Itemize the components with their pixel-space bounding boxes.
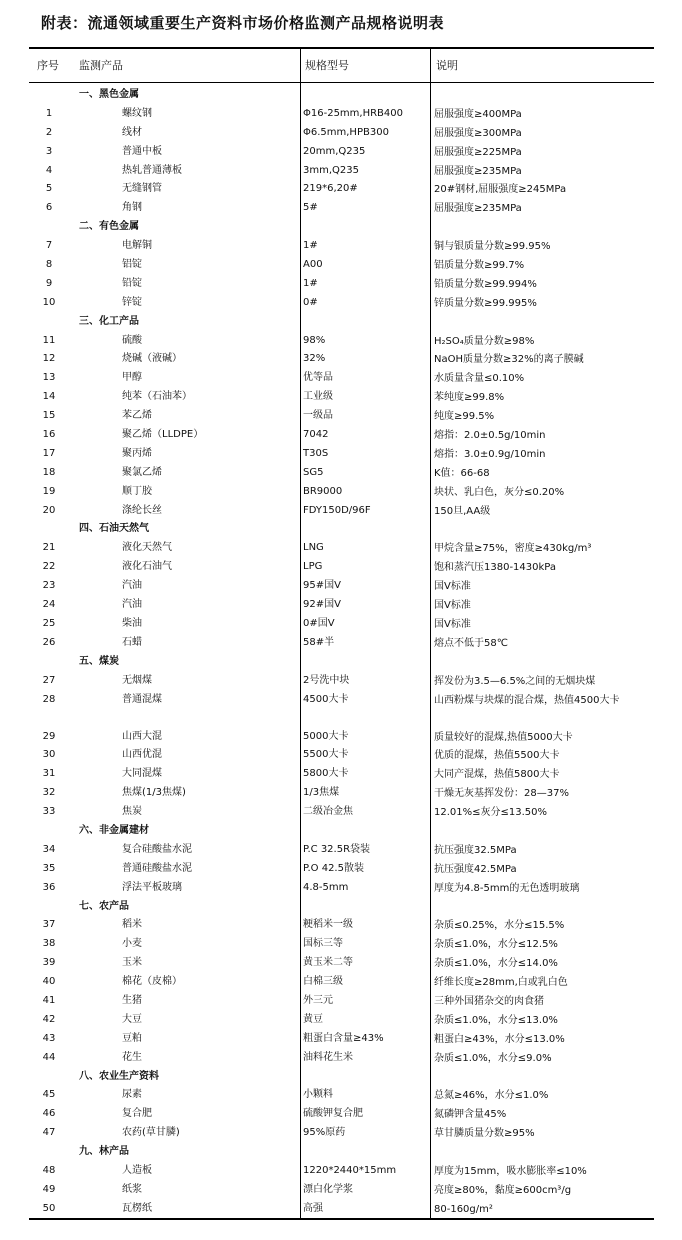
row-number: 10 (42, 296, 56, 308)
product-name: 顺丁胶 (122, 485, 152, 497)
section-title: 三、化工产品 (79, 315, 139, 327)
description-cell: 150旦,AA级 (434, 505, 491, 517)
row-number: 25 (42, 617, 56, 629)
spec-cell: 4.8-5mm (303, 881, 349, 893)
section-row (29, 653, 654, 672)
description-cell: 杂质≤1.0%，水分≤14.0% (434, 958, 558, 970)
row-number: 47 (42, 1127, 56, 1139)
table-row (29, 407, 654, 426)
spec-cell: 硫酸钾复合肥 (303, 1108, 363, 1120)
row-number: 22 (42, 561, 56, 573)
table-row (29, 162, 654, 181)
description-cell: 杂质≤1.0%，水分≤9.0% (434, 1052, 552, 1064)
row-number: 6 (45, 202, 53, 214)
row-number: 41 (42, 994, 56, 1006)
description-cell: 纤维长度≥28mm,白或乳白色 (434, 977, 568, 989)
product-name: 无烟煤 (122, 674, 152, 686)
spec-cell: 2号洗中块 (303, 674, 350, 686)
table-row (29, 502, 654, 521)
product-name: 玉米 (122, 957, 142, 969)
spec-cell: T30S (303, 447, 329, 459)
table-row (29, 746, 654, 765)
section-row (29, 520, 654, 539)
row-number: 18 (42, 466, 56, 478)
section-row (29, 1068, 654, 1087)
description-cell: 20#钢材,屈服强度≥245MPa (434, 184, 567, 196)
description-cell: 块状、乳白色，灰分≤0.20% (434, 486, 565, 498)
spec-cell: 小颗料 (303, 1089, 333, 1101)
product-name: 复合肥 (122, 1108, 152, 1120)
description-cell: 铅质量分数≥99.994% (434, 278, 537, 290)
spec-cell: 粳稻米一级 (303, 919, 353, 931)
row-number: 11 (42, 334, 56, 346)
spec-cell: 20mm,Q235 (303, 145, 366, 157)
table-row (29, 294, 654, 313)
description-cell: 纯度≥99.5% (434, 411, 495, 423)
spec-cell: 0#国Ⅴ (303, 617, 335, 629)
spec-cell: 219*6,20# (303, 183, 358, 195)
product-name: 农药(草甘膦) (122, 1127, 180, 1139)
table-row (29, 672, 654, 691)
product-name: 柴油 (122, 617, 142, 629)
section-title: 五、煤炭 (79, 655, 119, 667)
description-cell: 总氮≥46%，水分≤1.0% (434, 1090, 549, 1102)
row-number: 17 (42, 447, 56, 459)
product-name: 尿素 (122, 1089, 142, 1101)
row-number: 32 (42, 787, 56, 799)
spec-cell: 3mm,Q235 (303, 164, 359, 176)
row-number: 1 (45, 107, 53, 119)
spec-cell: 5500大卡 (303, 749, 349, 761)
table-row (29, 935, 654, 954)
product-name: 聚氯乙烯 (122, 466, 162, 478)
spec-cell: 黄豆 (303, 1013, 323, 1025)
row-number: 19 (42, 485, 56, 497)
product-name: 聚乙烯（LLDPE） (122, 429, 204, 441)
table-row (29, 1162, 654, 1181)
table-row (29, 728, 654, 747)
table-bottom-rule (29, 1218, 654, 1220)
spec-cell: 98% (303, 334, 326, 346)
product-name: 铝锭 (122, 259, 142, 271)
row-number: 2 (45, 126, 53, 138)
product-name: 液化石油气 (122, 561, 172, 573)
spec-cell: P.C 32.5R袋装 (303, 843, 371, 855)
row-number: 35 (42, 862, 56, 874)
spec-cell: 白棉三级 (303, 976, 343, 988)
table-row (29, 691, 654, 728)
header-no: 序号 (37, 59, 59, 72)
row-number: 30 (42, 749, 56, 761)
section-row (29, 1143, 654, 1162)
table-row (29, 105, 654, 124)
table-row (29, 388, 654, 407)
row-number: 15 (42, 410, 56, 422)
description-cell: 抗压强度32.5MPa (434, 844, 517, 856)
row-number: 20 (42, 504, 56, 516)
description-cell: 三种外国猪杂交的肉食猪 (434, 995, 544, 1007)
product-name: 山西大混 (122, 730, 162, 742)
spec-cell: 4500大卡 (303, 693, 349, 705)
product-name: 聚丙烯 (122, 447, 152, 459)
spec-cell: 58#半 (303, 636, 335, 648)
spec-cell: 1220*2440*15mm (303, 1164, 397, 1176)
product-name: 螺纹钢 (122, 107, 152, 119)
description-cell: 干燥无灰基挥发份：28—37% (434, 788, 569, 800)
spec-cell: 黄玉米二等 (303, 957, 353, 969)
row-number: 12 (42, 353, 56, 365)
table-row (29, 369, 654, 388)
product-name: 小麦 (122, 938, 142, 950)
table-row (29, 879, 654, 898)
row-number: 8 (45, 259, 53, 271)
description-cell: 杂质≤1.0%，水分≤12.5% (434, 939, 558, 951)
row-number: 26 (42, 636, 56, 648)
row-number: 49 (42, 1183, 56, 1195)
description-cell: 饱和蒸汽压1380-1430kPa (434, 562, 557, 574)
description-cell: 屈服强度≥235MPa (434, 203, 522, 215)
spec-cell: LNG (303, 542, 324, 554)
table-row (29, 256, 654, 275)
spec-cell: Φ16-25mm,HRB400 (303, 107, 404, 119)
section-title: 七、农产品 (79, 900, 129, 912)
description-cell: 12.01%≤灰分≤13.50% (434, 807, 548, 819)
row-number: 14 (42, 391, 56, 403)
table-row (29, 784, 654, 803)
row-number: 23 (42, 580, 56, 592)
table-row (29, 237, 654, 256)
product-name: 普通中板 (122, 145, 162, 157)
description-cell: 草甘膦质量分数≥95% (434, 1128, 535, 1140)
product-name: 大豆 (122, 1013, 142, 1025)
spec-cell: 1# (303, 277, 318, 289)
spec-cell: A00 (303, 259, 323, 271)
section-row (29, 822, 654, 841)
product-name: 普通混煤 (122, 693, 162, 705)
table-row (29, 180, 654, 199)
table-top-rule (29, 47, 654, 49)
row-number: 33 (42, 806, 56, 818)
spec-cell: 92#国Ⅴ (303, 599, 341, 611)
spec-cell: 1# (303, 240, 318, 252)
product-name: 汽油 (122, 580, 142, 592)
product-name: 人造板 (122, 1164, 152, 1176)
product-name: 普通硅酸盐水泥 (122, 862, 192, 874)
table-row (29, 765, 654, 784)
row-number: 42 (42, 1013, 56, 1025)
description-cell: 屈服强度≥225MPa (434, 146, 522, 158)
spec-cell: 7042 (303, 429, 329, 441)
description-cell: 抗压强度42.5MPa (434, 863, 517, 875)
product-name: 生猪 (122, 994, 142, 1006)
row-number: 45 (42, 1089, 56, 1101)
spec-cell: 国标三等 (303, 938, 343, 950)
table-row (29, 916, 654, 935)
table-row (29, 426, 654, 445)
section-title: 八、农业生产资料 (79, 1070, 159, 1082)
section-title: 九、林产品 (79, 1146, 129, 1158)
header-spec: 规格型号 (305, 59, 349, 72)
description-cell: 优质的混煤，热值5500大卡 (434, 750, 560, 762)
product-name: 复合硅酸盐水泥 (122, 843, 192, 855)
description-cell: 屈服强度≥300MPa (434, 127, 522, 139)
description-cell: 挥发份为3.5—6.5%之间的无烟块煤 (434, 675, 596, 687)
header-product: 监测产品 (79, 59, 123, 72)
row-number: 24 (42, 599, 56, 611)
product-name: 焦炭 (122, 806, 142, 818)
table-row (29, 275, 654, 294)
product-name: 铅锭 (122, 277, 142, 289)
row-number: 38 (42, 938, 56, 950)
product-name: 电解铜 (122, 240, 152, 252)
spec-cell: 高强 (303, 1202, 323, 1214)
description-cell: 国Ⅴ标准 (434, 581, 471, 593)
spec-cell: 0# (303, 296, 318, 308)
row-number: 50 (42, 1202, 56, 1214)
row-number: 9 (45, 277, 53, 289)
row-number: 29 (42, 730, 56, 742)
spec-cell: 外三元 (303, 994, 333, 1006)
row-number: 43 (42, 1032, 56, 1044)
table-row (29, 350, 654, 369)
row-number: 16 (42, 429, 56, 441)
product-name: 焦煤(1/3焦煤) (122, 787, 186, 799)
table-row (29, 124, 654, 143)
header-desc: 说明 (436, 59, 458, 72)
spec-cell: BR9000 (303, 485, 343, 497)
table-row (29, 1011, 654, 1030)
product-name: 石蜡 (122, 636, 142, 648)
description-cell: 熔指：3.0±0.9g/10min (434, 448, 546, 460)
spec-cell: SG5 (303, 466, 324, 478)
description-cell: 山西粉煤与块煤的混合煤，热值4500大卡 (434, 694, 620, 706)
row-number: 34 (42, 843, 56, 855)
product-name: 瓦楞纸 (122, 1202, 152, 1214)
row-number: 31 (42, 768, 56, 780)
row-number: 40 (42, 976, 56, 988)
product-name: 甲醇 (122, 372, 142, 384)
description-cell: 80-160g/m² (434, 1203, 493, 1215)
spec-cell: 95#国Ⅴ (303, 580, 341, 592)
table-row (29, 1049, 654, 1068)
row-number: 37 (42, 919, 56, 931)
table-row (29, 803, 654, 822)
product-name: 角钢 (122, 202, 142, 214)
description-cell: 熔点不低于58℃ (434, 637, 508, 649)
table-header-rule (29, 82, 654, 83)
description-cell: 铜与银质量分数≥99.95% (434, 241, 551, 253)
description-cell: 甲烷含量≥75%，密度≥430kg/m³ (434, 543, 592, 555)
section-title: 一、黑色金属 (79, 89, 139, 100)
row-number: 39 (42, 957, 56, 969)
description-cell: 锌质量分数≥99.995% (434, 297, 537, 309)
table-row (29, 860, 654, 879)
table-row (29, 596, 654, 615)
spec-cell: 粗蛋白含量≥43% (303, 1032, 384, 1044)
product-name: 无缝钢管 (122, 183, 162, 195)
row-number: 13 (42, 372, 56, 384)
product-name: 浮法平板玻璃 (122, 881, 182, 893)
table-body (29, 86, 654, 1219)
row-number: 27 (42, 674, 56, 686)
product-name: 豆粕 (122, 1032, 142, 1044)
spec-cell: FDY150D/96F (303, 504, 371, 516)
table-row (29, 1030, 654, 1049)
product-name: 热轧普通薄板 (122, 164, 182, 176)
description-cell: 质量较好的混煤,热值5000大卡 (434, 731, 573, 743)
product-name: 山西优混 (122, 749, 162, 761)
spec-cell: 5800大卡 (303, 768, 349, 780)
spec-cell: P.O 42.5散装 (303, 862, 364, 874)
product-name: 烧碱（液碱） (122, 353, 182, 365)
table-row (29, 445, 654, 464)
table-row (29, 1105, 654, 1124)
description-cell: NaOH质量分数≥32%的离子膜碱 (434, 354, 584, 366)
spec-cell: 二级冶金焦 (303, 806, 353, 818)
row-number: 21 (42, 542, 56, 554)
product-name: 硫酸 (122, 334, 142, 346)
table-row (29, 1086, 654, 1105)
description-cell: 水质量含量≤0.10% (434, 373, 525, 385)
description-cell: 粗蛋白≥43%，水分≤13.0% (434, 1033, 565, 1045)
table-row (29, 992, 654, 1011)
table-row (29, 841, 654, 860)
spec-cell: 95%原药 (303, 1127, 346, 1139)
section-row (29, 898, 654, 917)
description-cell: 杂质≤0.25%，水分≤15.5% (434, 920, 565, 932)
description-cell: 国Ⅴ标准 (434, 618, 471, 630)
product-name: 花生 (122, 1051, 142, 1063)
product-name: 苯乙烯 (122, 410, 152, 422)
description-cell: 屈服强度≥400MPa (434, 108, 522, 120)
table-row (29, 1124, 654, 1143)
row-number: 7 (45, 240, 53, 252)
description-cell: K值：66-68 (434, 467, 490, 479)
spec-cell: 油料花生米 (303, 1051, 353, 1063)
spec-cell: 5000大卡 (303, 730, 349, 742)
spec-cell: 漂白化学浆 (303, 1183, 353, 1195)
description-cell: 铝质量分数≥99.7% (434, 260, 525, 272)
table-row (29, 954, 654, 973)
product-name: 汽油 (122, 599, 142, 611)
row-number: 48 (42, 1164, 56, 1176)
description-cell: 厚度为4.8-5mm的无色透明玻璃 (434, 882, 580, 894)
description-cell: 厚度为15mm，吸水膨胀率≤10% (434, 1165, 587, 1177)
row-number: 3 (45, 145, 53, 157)
section-row (29, 313, 654, 332)
table-row (29, 615, 654, 634)
section-title: 六、非金属建材 (79, 824, 149, 836)
table-row (29, 332, 654, 351)
description-cell: 氮磷钾含量45% (434, 1109, 507, 1121)
section-title: 四、石油天然气 (79, 523, 149, 535)
spec-cell: 5# (303, 202, 318, 214)
table-row (29, 634, 654, 653)
description-cell: 熔指：2.0±0.5g/10min (434, 430, 546, 442)
row-number: 46 (42, 1108, 56, 1120)
table-row (29, 199, 654, 218)
table-row (29, 539, 654, 558)
spec-cell: 32% (303, 353, 326, 365)
spec-cell: 优等品 (303, 372, 333, 384)
document-title: 附表：流通领域重要生产资料市场价格监测产品规格说明表 (41, 14, 445, 32)
spec-cell: Φ6.5mm,HPB300 (303, 126, 389, 138)
product-name: 纯苯（石油苯） (122, 391, 192, 403)
product-name: 线材 (122, 126, 142, 138)
section-row (29, 86, 654, 105)
table-row (29, 464, 654, 483)
row-number: 36 (42, 881, 56, 893)
product-name: 稻米 (122, 919, 142, 931)
description-cell: 苯纯度≥99.8% (434, 392, 505, 404)
section-row (29, 218, 654, 237)
spec-cell: 工业级 (303, 391, 333, 403)
spec-cell: 1/3焦煤 (303, 787, 340, 799)
spec-cell: LPG (303, 561, 323, 573)
description-cell: 国Ⅴ标准 (434, 600, 471, 612)
table-row (29, 143, 654, 162)
row-number: 5 (45, 183, 53, 195)
table-row (29, 1200, 654, 1219)
product-name: 棉花（皮棉） (122, 976, 182, 988)
description-cell: 屈服强度≥235MPa (434, 165, 522, 177)
table-row (29, 973, 654, 992)
product-name: 液化天然气 (122, 542, 172, 554)
row-number: 28 (42, 693, 56, 705)
row-number: 4 (45, 164, 53, 176)
description-cell: 大同产混煤，热值5800大卡 (434, 769, 560, 781)
product-name: 涤纶长丝 (122, 504, 162, 516)
product-name: 大同混煤 (122, 768, 162, 780)
spec-cell: 一级品 (303, 410, 333, 422)
description-cell: 杂质≤1.0%，水分≤13.0% (434, 1014, 558, 1026)
table-row (29, 577, 654, 596)
row-number: 44 (42, 1051, 56, 1063)
product-name: 纸浆 (122, 1183, 142, 1195)
table-row (29, 483, 654, 502)
description-cell: 亮度≥80%，黏度≥600cm³/g (434, 1184, 572, 1196)
product-name: 锌锭 (122, 296, 142, 308)
description-cell: H₂SO₄质量分数≥98% (434, 335, 535, 347)
table-row (29, 1181, 654, 1200)
section-title: 二、有色金属 (79, 221, 139, 233)
table-row (29, 558, 654, 577)
